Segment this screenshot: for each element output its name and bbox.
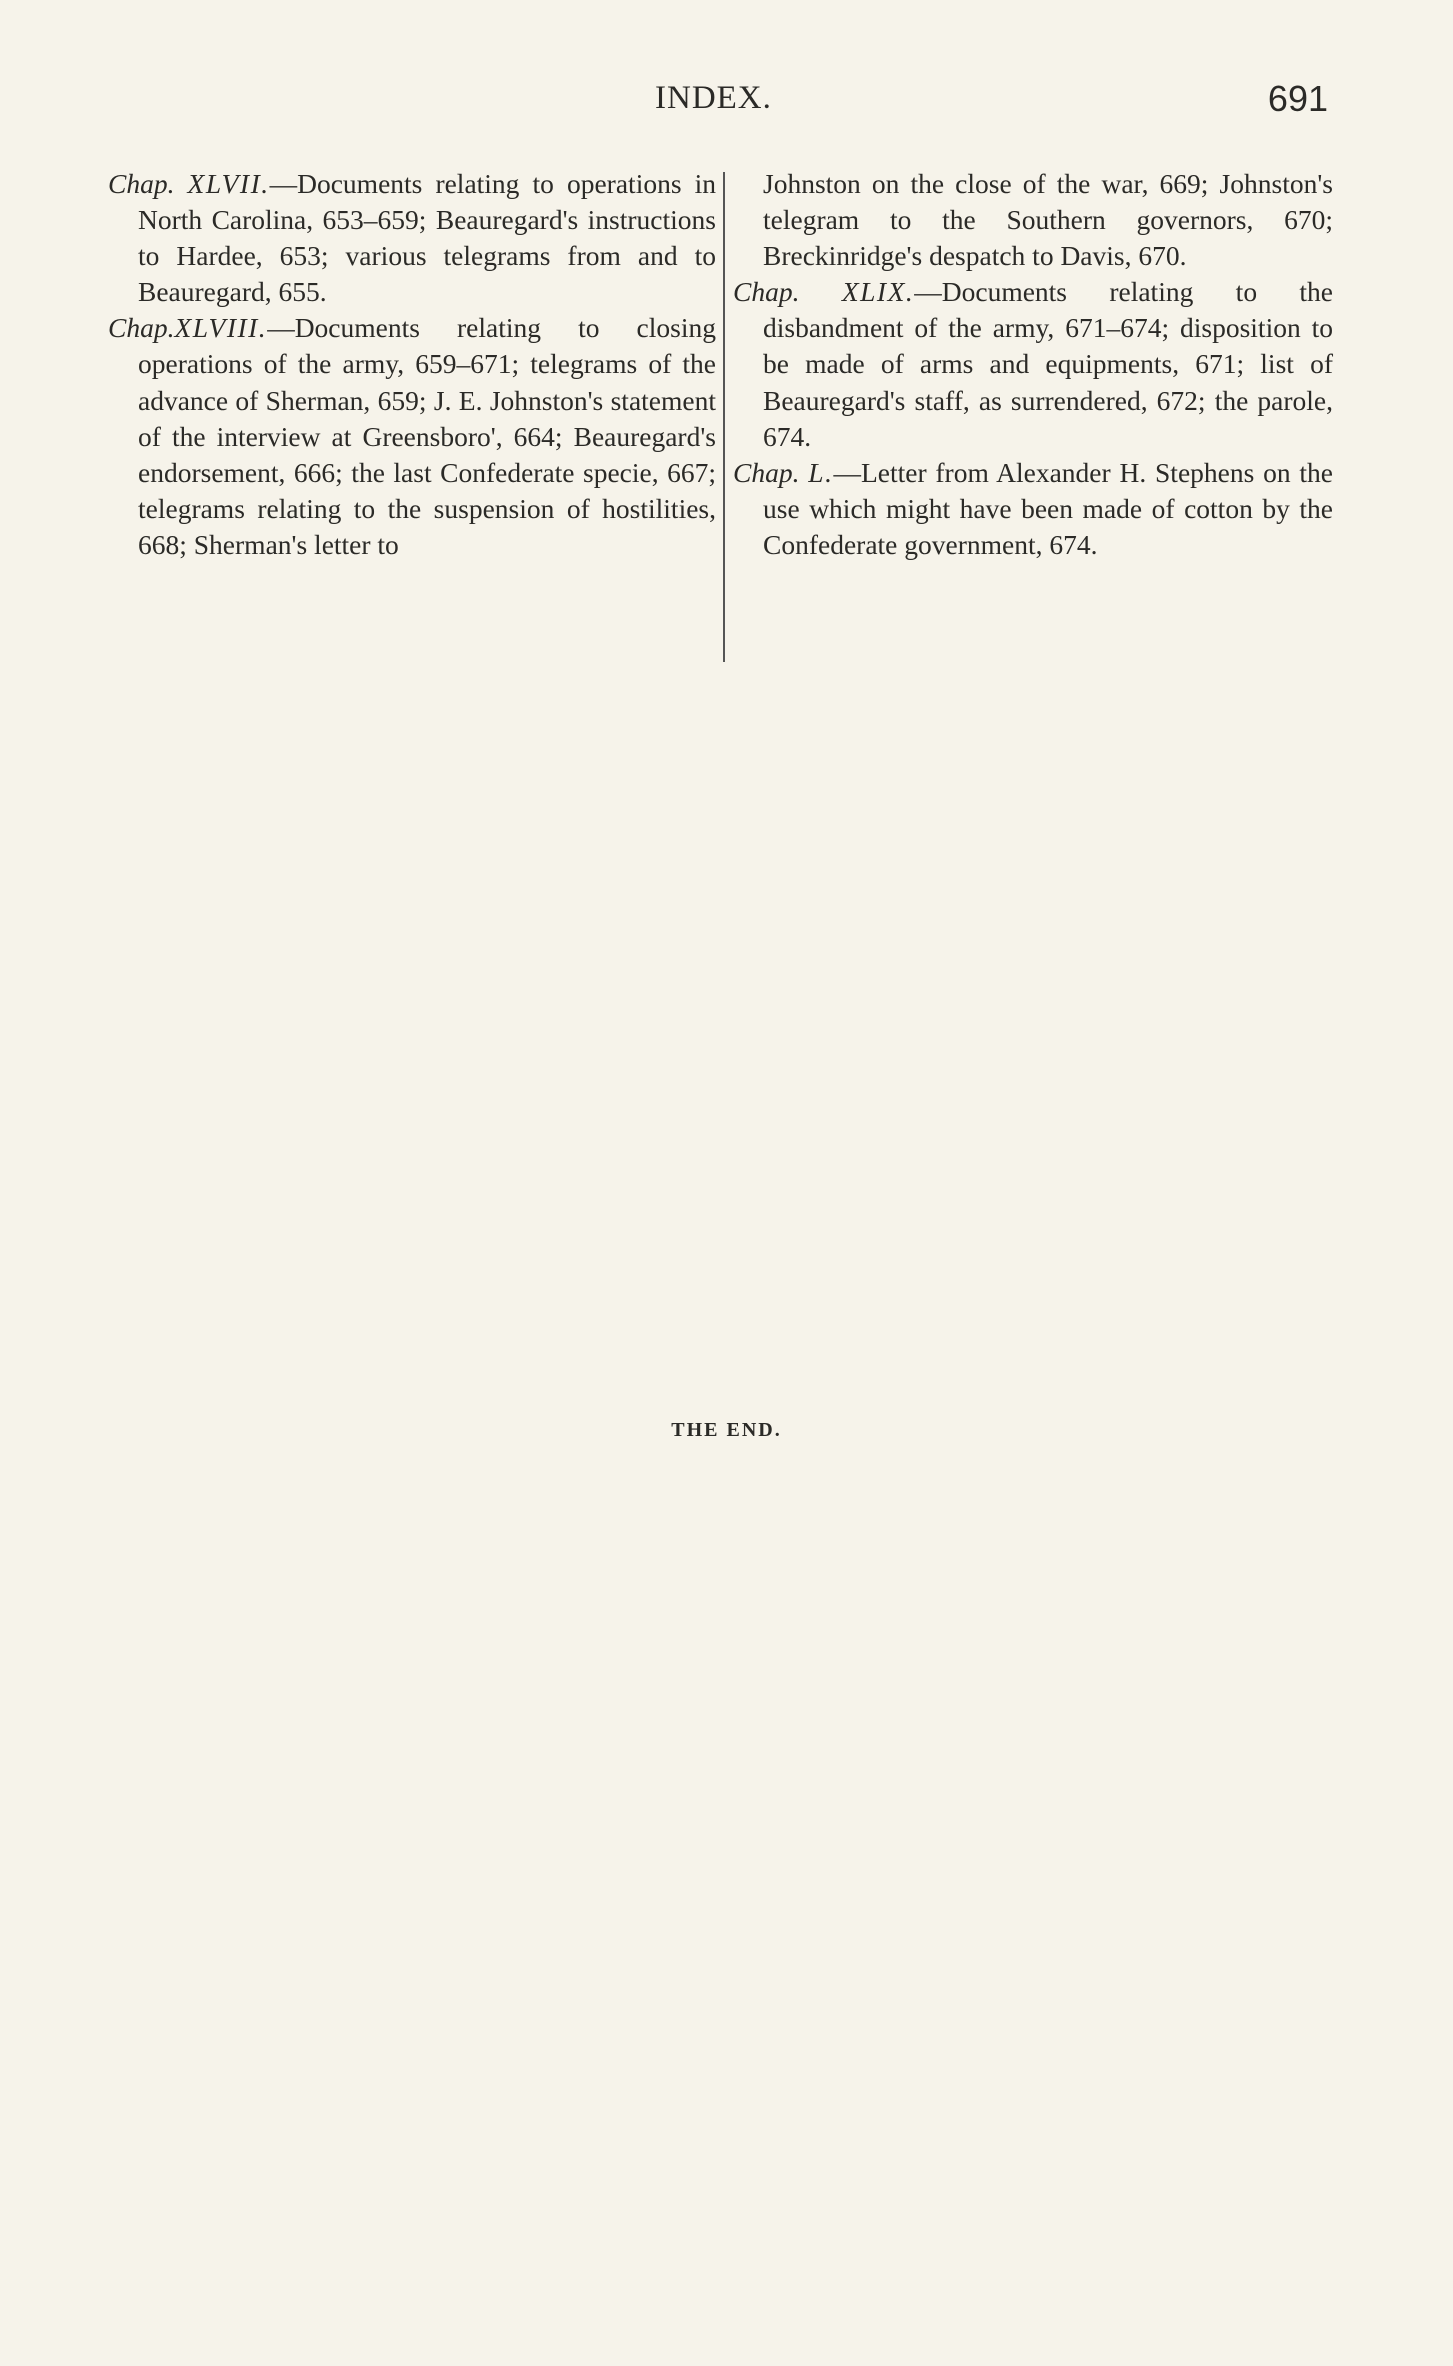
chapter-label: Chap. xyxy=(108,168,175,199)
index-entry-chap-50 xyxy=(733,455,1333,563)
index-entry-chap-47 xyxy=(108,166,716,310)
column-divider xyxy=(723,172,725,662)
right-column xyxy=(733,166,1333,563)
left-column xyxy=(108,166,716,563)
chapter-number: XLVIII. xyxy=(174,312,268,344)
entry-text: Johnston on the close of the war, 669; Johnston's telegram to the Southern governors, 670; Breckinridge's despatch to Davis, 670. xyxy=(763,168,1333,272)
chapter-label: Chap. xyxy=(733,456,800,488)
chapter-number: L. xyxy=(808,456,834,488)
entry-text: —Documents relating to operations in North Carolina, 653–659; Beauregard's instructions to Hardee, 653; various telegrams from and to Beauregard, 655. xyxy=(138,168,716,308)
index-entry-continued xyxy=(733,166,1333,274)
the-end-label: THE END. xyxy=(671,1419,782,1441)
page-header xyxy=(0,80,1453,130)
chapter-number: XLVII. xyxy=(187,168,270,199)
page-number: 691 xyxy=(1267,78,1328,119)
chapter-number: XLIX. xyxy=(841,276,915,308)
chapter-label: Chap. xyxy=(733,276,800,308)
entry-text: —Documents relating to closing operations of the army, 659–671; telegrams of the advance of Sherman, 659; J. E. Johnston's statement of the interview at Greensboro', 664; Beauregard's endorsement, 666; the last Confederate specie, 667; telegrams relating to the suspension of hostilities, 668; Sherman's letter to xyxy=(138,312,716,560)
entry-text: —Documents relating to the disbandment of the army, 671–674; disposition to be made of arms and equipments, 671; list of Beauregard's staff, as surrendered, 672; the parole, 674. xyxy=(763,276,1334,452)
index-entry-chap-48 xyxy=(108,310,716,563)
running-title: INDEX. xyxy=(655,80,772,116)
entry-text: —Letter from Alexander H. Stephens on the use which might have been made of cotton by the Confederate government, 674. xyxy=(763,456,1334,560)
index-entry-chap-49 xyxy=(733,274,1333,454)
chapter-label: Chap. xyxy=(108,312,175,344)
